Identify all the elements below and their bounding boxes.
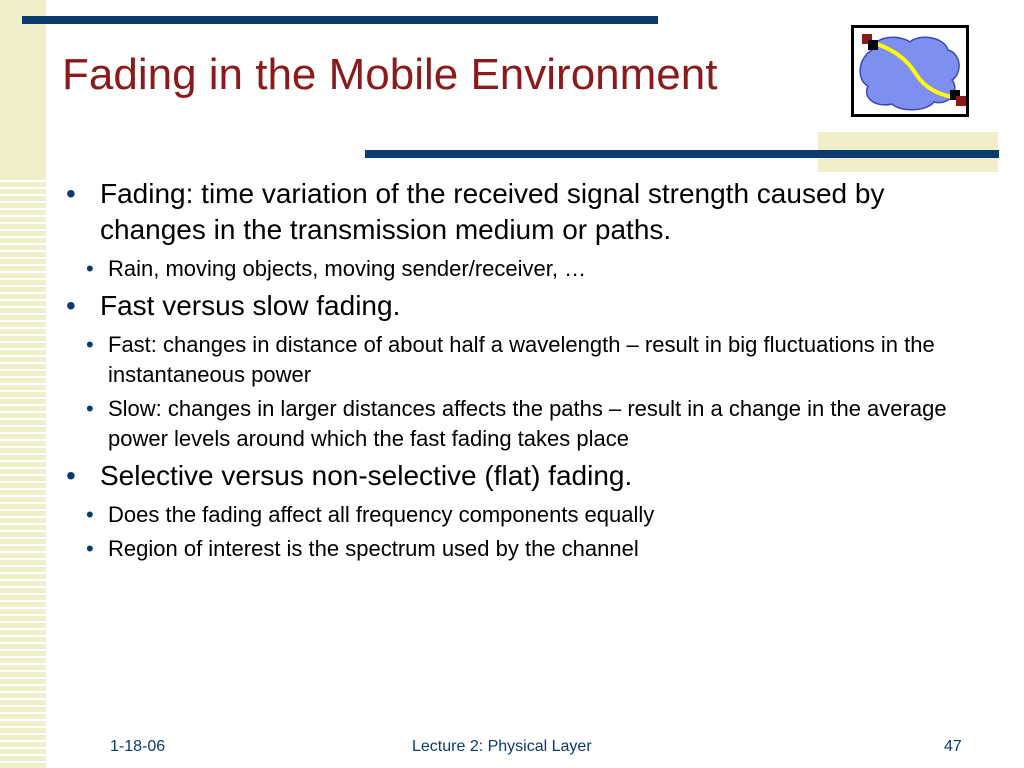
network-cloud-icon — [854, 28, 966, 114]
bullet-fading-definition — [62, 176, 992, 248]
slide-title: Fading in the Mobile Environment — [62, 50, 718, 99]
sub-bullet: • Does the fading affect all frequency components equally — [62, 500, 992, 530]
bullet-text: Fading: time variation of the received signal strength caused by changes in the transmission medium or paths. — [100, 178, 885, 245]
title-underline-bar — [365, 150, 999, 158]
footer-title: Lecture 2: Physical Layer — [412, 738, 592, 755]
bullet-text: Selective versus non-selective (flat) fading. — [100, 460, 633, 491]
logo-frame — [851, 25, 969, 117]
top-accent-bar — [22, 16, 658, 24]
slide-body — [62, 176, 992, 568]
bullet-selective — [62, 458, 992, 494]
sub-bullet: • Slow: changes in larger distances affects the paths – result in a change in the average power levels around which the fast fading takes place — [62, 394, 992, 454]
left-solid-decoration — [0, 0, 46, 175]
sub-bullet: • Region of interest is the spectrum used by the channel — [62, 534, 992, 564]
bullet-text: Fast versus slow fading. — [100, 290, 401, 321]
sub-bullet: • Fast: changes in distance of about half a wavelength – result in big fluctuations in the instantaneous power — [62, 330, 992, 390]
sub-bullet: • Rain, moving objects, moving sender/receiver, … — [62, 254, 992, 284]
page-number: 47 — [944, 738, 962, 755]
bullet-fast-slow — [62, 288, 992, 324]
footer-date: 1-18-06 — [110, 738, 166, 755]
